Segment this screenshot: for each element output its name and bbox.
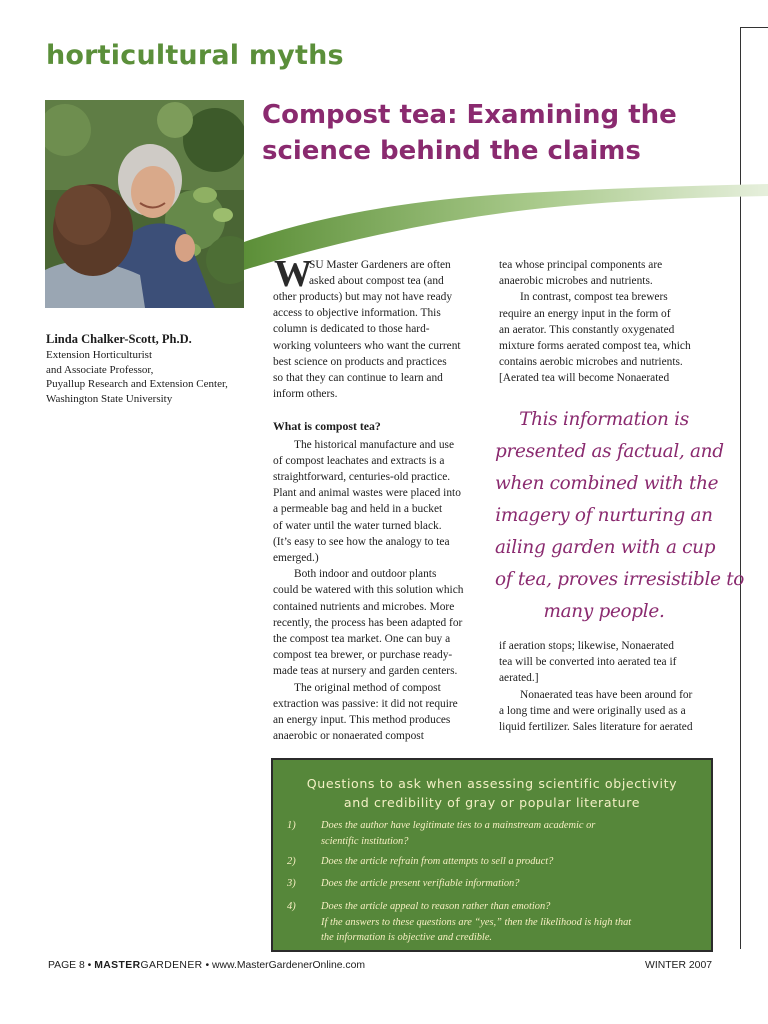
question-text: If the answers to these questions are “yes,” then the likelihood is high that (321, 916, 632, 928)
text-line: contained nutrients and microbes. More (273, 600, 455, 613)
page-edge-rule (740, 27, 768, 949)
pull-quote-line: ailing garden with a cup (495, 537, 716, 558)
drop-cap: W (274, 253, 312, 295)
question-text: Does the article present verifiable information? (321, 878, 520, 889)
pull-quote-line: of tea, proves irresistible to (495, 569, 745, 590)
question-text: Does the article appeal to reason rather than emotion? (321, 901, 551, 912)
text-line: The original method of compost (294, 681, 441, 694)
article-headline (262, 97, 732, 169)
text-line: of compost leachates and extracts is a (273, 454, 445, 467)
text-line: column is dedicated to those hard- (273, 323, 430, 336)
author-name: Linda Chalker-Scott, Ph.D. (46, 332, 192, 346)
text-line: The historical manufacture and use (294, 438, 455, 451)
text-line: liquid fertilizer. Sales literature for aerated (499, 721, 693, 734)
text-line: an energy input. This method produces (273, 714, 451, 727)
questions-box (271, 758, 713, 952)
pull-quote (495, 404, 745, 628)
question-text: Does the article refrain from attempts to sell a product? (321, 856, 554, 867)
article-subhead: What is compost tea? (273, 419, 381, 434)
question-item (287, 899, 697, 946)
text-line: require an energy input in the form of (499, 307, 671, 320)
question-number: 4) (287, 901, 296, 912)
text-line: extraction was passive: it did not require (273, 697, 458, 710)
footer-separator: • (205, 960, 210, 971)
pull-quote-line: This information is (519, 409, 689, 430)
headline-line: science behind the claims (262, 136, 641, 166)
text-line: contains aerobic microbes and nutrients. (499, 356, 683, 369)
text-line: so that they can continue to learn and (273, 372, 443, 385)
headline-line: Compost tea: Examining the (262, 100, 677, 130)
text-line: tea will be converted into aerated tea if (499, 656, 677, 669)
article-column-1 (273, 289, 489, 744)
photo-illustration (45, 100, 244, 308)
footer-season: WINTER 2007 (645, 960, 712, 971)
text-line: compost tea brewer, or purchase ready- (273, 649, 453, 662)
intro-first-lines (309, 257, 489, 289)
question-item (287, 818, 697, 849)
text-line: recently, the process has been adapted for (273, 616, 463, 629)
text-line: working volunteers who want the current (273, 339, 461, 352)
text-line: if aeration stops; likewise, Nonaerated (499, 640, 674, 652)
questions-title-line: Questions to ask when assessing scientific objectivity (306, 776, 678, 791)
text-line: made teas at nursery and garden centers. (273, 665, 458, 678)
text-line: could be watered with this solution which (273, 584, 464, 597)
text-line: Both indoor and outdoor plants (294, 568, 437, 581)
text-line: asked about compost tea (and (309, 275, 444, 288)
text-line: emerged.) (273, 552, 319, 565)
footer-separator: • (87, 960, 92, 971)
text-line: access to objective information. This (273, 307, 441, 320)
text-line: an aerator. This constantly oxygenated (499, 323, 675, 336)
text-line: (It’s easy to see how the analogy to tea (273, 535, 450, 548)
article-column-2-bottom (499, 638, 715, 735)
pull-quote-line: presented as factual, and (495, 441, 724, 462)
text-line: of water until the water turned black. (273, 519, 442, 532)
text-line: mixture forms aerated compost tea, which (499, 340, 691, 353)
footer-page-number: PAGE 8 (48, 960, 85, 971)
text-line: straightforward, centuries-old practice. (273, 471, 451, 484)
question-text: Does the author have legitimate ties to a mainstream academic or (321, 820, 596, 831)
text-line: anaerobic microbes and nutrients. (499, 275, 653, 288)
question-item (287, 854, 697, 870)
question-number: 3) (287, 878, 296, 889)
text-line: anaerobic or nonaerated compost (273, 730, 424, 743)
author-title-line: and Associate Professor, (46, 363, 154, 376)
text-line: aerated.] (499, 672, 539, 685)
author-title-line: Puyallup Research and Extension Center, (46, 378, 228, 391)
footer-brand-gardener: GARDENER (140, 960, 203, 971)
article-column-2-top (499, 257, 715, 387)
footer-url[interactable]: www.MasterGardenerOnline.com (212, 960, 366, 971)
text-line: SU Master Gardeners are often (309, 259, 451, 271)
question-number: 1) (287, 820, 296, 831)
text-line: Plant and animal wastes were placed into (273, 487, 461, 500)
text-line: a permeable bag and held in a bucket (273, 503, 443, 516)
text-line: inform others. (273, 388, 338, 401)
question-item (287, 876, 697, 892)
question-text: the information is objective and credible. (321, 932, 493, 944)
author-photo (45, 100, 244, 308)
pull-quote-line: imagery of nurturing an (495, 505, 713, 526)
text-line: In contrast, compost tea brewers (520, 291, 668, 304)
question-text: scientific institution? (321, 835, 409, 847)
text-line: Nonaerated teas have been around for (520, 688, 693, 701)
questions-title-line: and credibility of gray or popular literature (343, 795, 641, 810)
text-line: [Aerated tea will become Nonaerated (499, 372, 670, 385)
text-line: other products) but may not have ready (273, 291, 453, 303)
footer-brand-master: MASTER (94, 960, 141, 971)
text-line: a long time and were originally used as a (499, 704, 686, 717)
pull-quote-line: many people. (543, 601, 665, 622)
pull-quote-line: when combined with the (495, 473, 719, 494)
author-title-line: Washington State University (46, 392, 173, 405)
section-title: horticultural myths (46, 40, 344, 71)
text-line: the compost tea market. One can buy a (273, 633, 451, 646)
question-number: 2) (287, 856, 296, 867)
questions-box-title (273, 774, 711, 812)
text-line: tea whose principal components are (499, 259, 663, 271)
page-footer (48, 960, 712, 971)
author-title-line: Extension Horticulturist (46, 349, 153, 361)
author-info (46, 331, 246, 406)
text-line: best science on products and practices (273, 355, 447, 368)
